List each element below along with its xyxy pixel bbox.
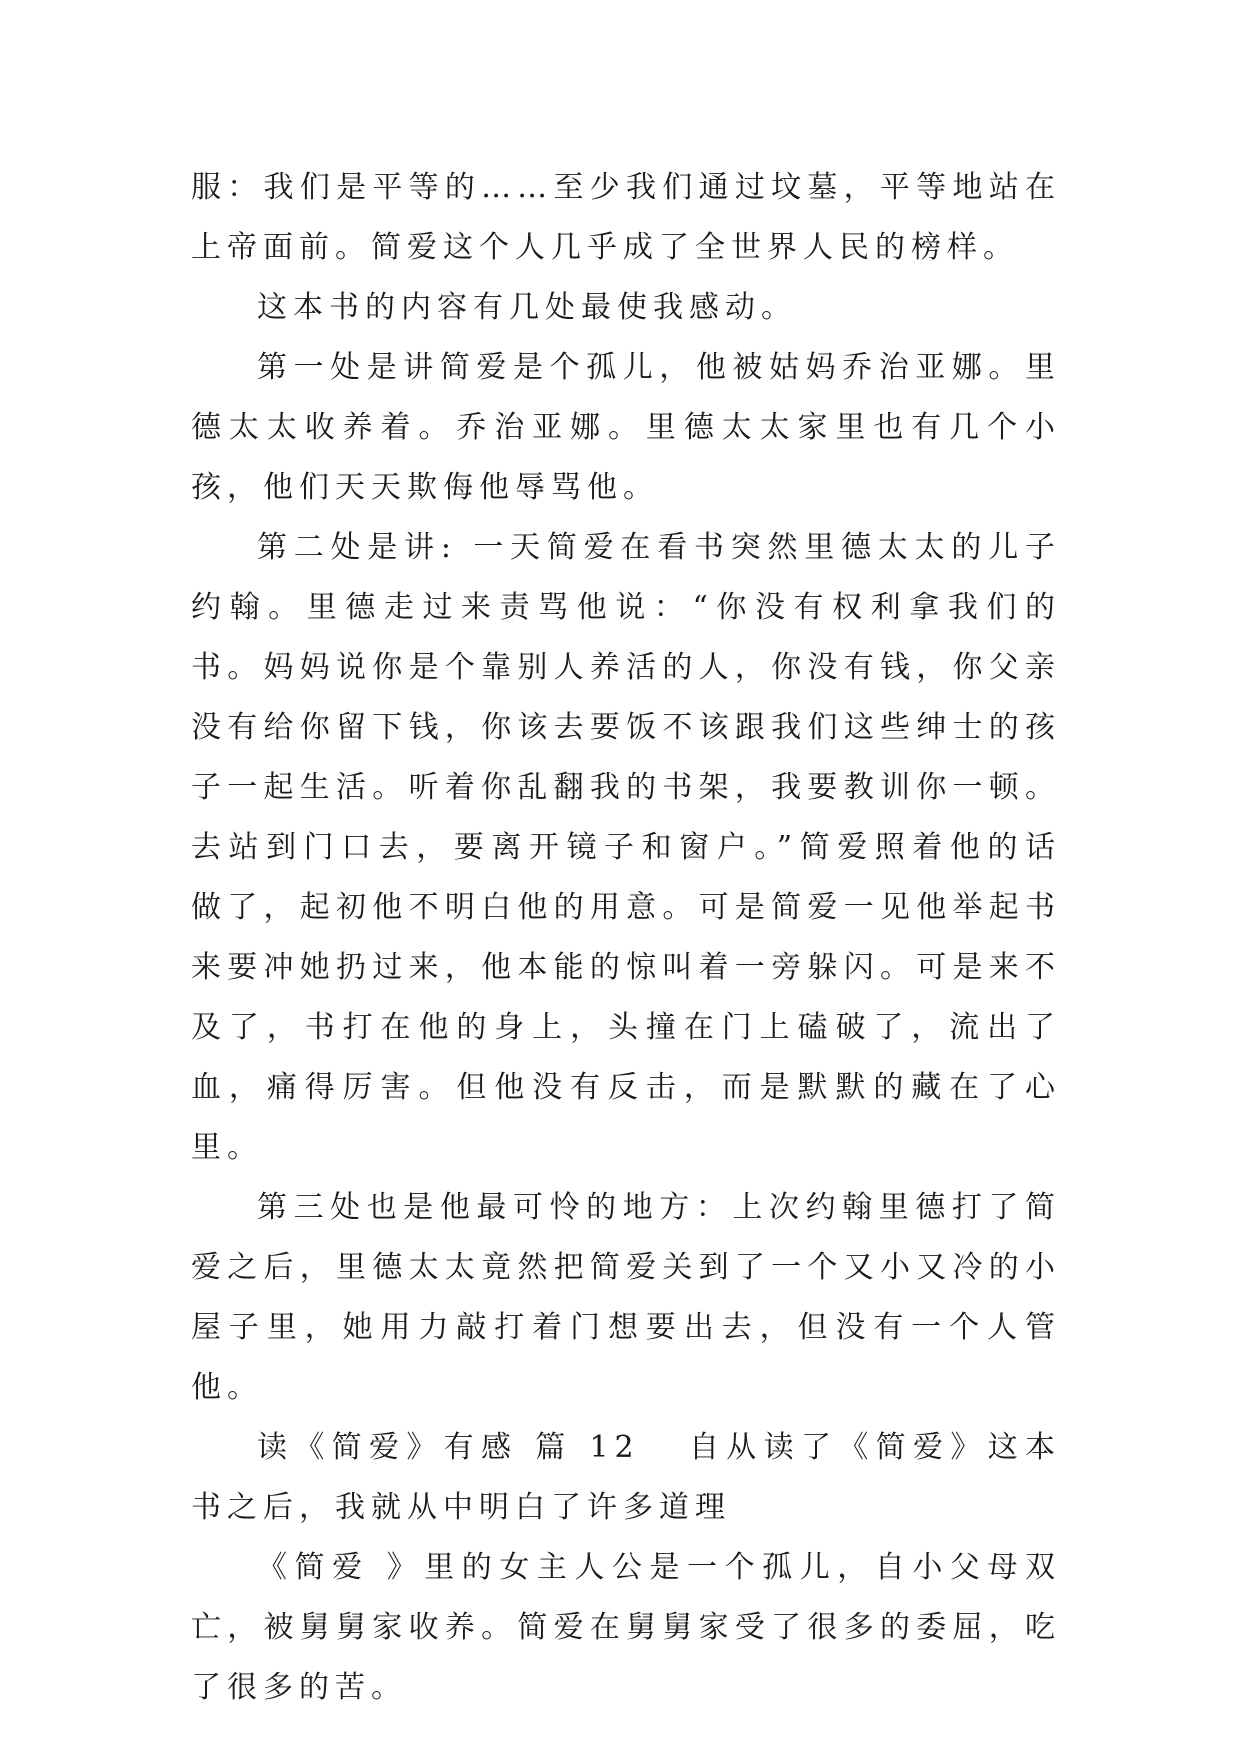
paragraph-5: 第三处也是他最可怜的地方：上次约翰里德打了简爱之后，里德太太竟然把简爱关到了一个又小又冷的小屋子里，她用力敲打着门想要出去，但没有一个人管他。 <box>191 1190 1061 1405</box>
paragraph-3: 第一处是讲简爱是个孤儿，他被姑妈乔治亚娜。里德太太收养着。乔治亚娜。里德太太家里也有几个小孩，他们天天欺侮他辱骂他。 <box>191 350 1061 505</box>
document-body <box>191 158 1061 1718</box>
paragraph-2: 这本书的内容有几处最使我感动。 <box>257 290 797 325</box>
paragraph-1: 服：我们是平等的……至少我们通过坟墓，平等地站在上帝面前。简爱这个人几乎成了全世界人民的榜样。 <box>191 170 1061 265</box>
paragraph-4: 第二处是讲: 一天简爱在看书突然里德太太的儿子约翰。里德走过来责骂他说：“你没有权利拿我们的书。妈妈说你是个靠别人养活的人，你没有钱，你父亲没有给你留下钱，你该去要饭不该跟我们这些绅士的孩子一起生活。听着你乱翻我的书架，我要教训你一顿。去站到门口去，要离开镜子和窗户。”简爱照着他的话做了，起初他不明白他的用意。可是简爱一见他举起书来要冲她扔过来，他本能的惊叫着一旁躲闪。可是来不及了，书打在他的身上，头撞在门上磕破了，流出了血，痛得厉害。但他没有反击，而是默默的藏在了心里。 <box>191 530 1061 1165</box>
section-intro: 自从读了《简爱》这本书之后，我就从中明白了许多道理 <box>191 1430 1061 1525</box>
paragraph-6 <box>191 1418 1061 1538</box>
paragraph-7: 《简爱 》里的女主人公是一个孤儿，自小父母双亡，被舅舅家收养。简爱在舅舅家受了很多的委屈，吃了很多的苦。 <box>191 1550 1061 1705</box>
section-heading: 读《简爱》有感 篇 12 <box>257 1430 640 1465</box>
